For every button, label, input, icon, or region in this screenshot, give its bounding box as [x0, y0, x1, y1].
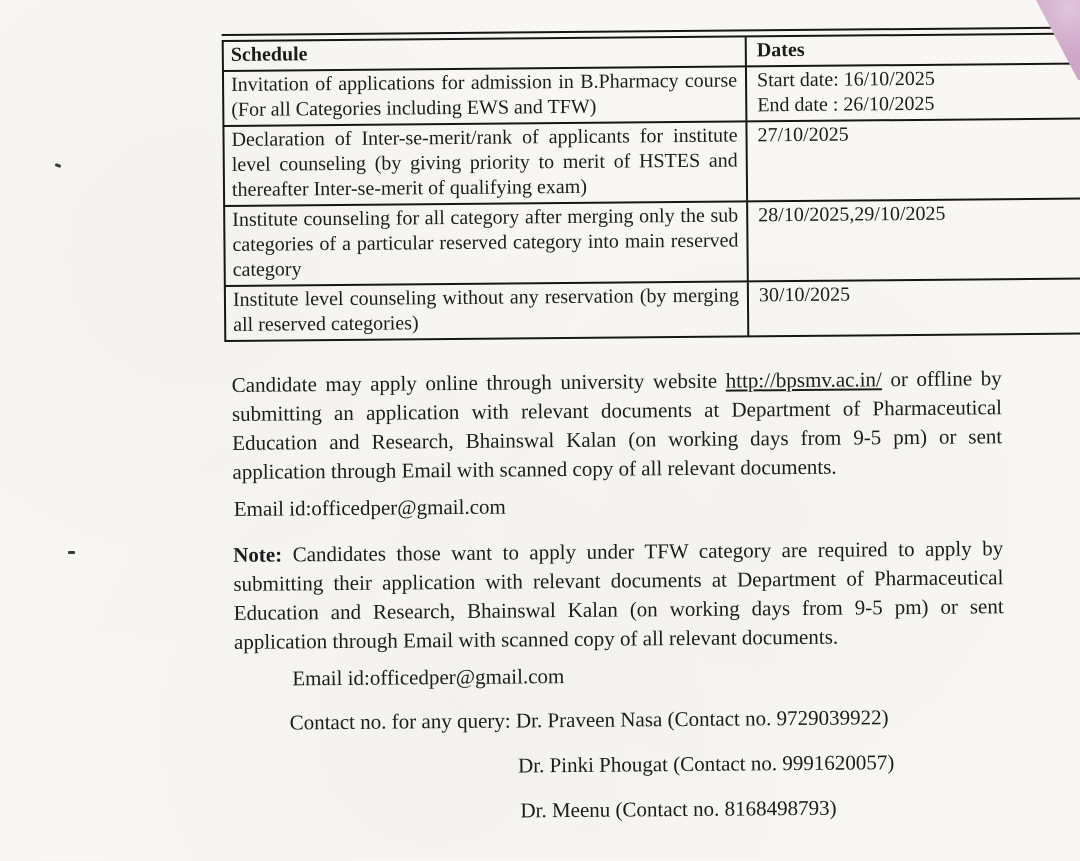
- header-schedule: Schedule: [222, 37, 747, 70]
- table-row: [223, 200, 1080, 288]
- apply-paragraph-text: Candidate may apply online through university website: [231, 368, 726, 397]
- dates-cell: [747, 65, 1080, 121]
- scan-speck: [68, 551, 75, 554]
- note-paragraph: [233, 534, 1004, 657]
- university-website-link: http://bpsmv.ac.in/: [725, 367, 882, 393]
- apply-paragraph: [232, 364, 1003, 487]
- schedule-cell: Institute level counseling without any reservation (by merging all reserved categories): [224, 282, 749, 340]
- dates-cell: [748, 200, 1080, 281]
- schedule-cell: Institute counseling for all category after merging only the sub categories of a particular reserved category into main reserved category: [223, 202, 749, 285]
- table-row: [224, 280, 1080, 343]
- date-line: Start date: 16/10/2025: [756, 67, 935, 92]
- contact-intro: Contact no. for any query:: [289, 708, 517, 735]
- date-line: 27/10/2025: [757, 123, 849, 147]
- table-row: [222, 120, 1080, 208]
- apply-paragraph-text: or offline by submitting an application with relevant documents at Department of Pharmaceutical Education and Research, Bhainswal Kalan (on working days from 9-5 pm) or sent application through Email with scanned copy of all relevant documents.: [231, 366, 1003, 484]
- header-dates: Dates: [756, 38, 805, 62]
- dates-cell: [749, 280, 1080, 336]
- date-line: End date : 26/10/2025: [757, 92, 935, 117]
- date-line: 30/10/2025: [758, 283, 851, 307]
- email-line-1: Email id:officedper@gmail.com: [233, 494, 506, 521]
- dates-cell: [747, 120, 1080, 201]
- contact-line-2: Dr. Pinki Phougat (Contact no. 9991620057): [517, 750, 895, 778]
- schedule-table: [222, 33, 1080, 342]
- note-paragraph-text: Candidates those want to apply under TFW category are required to apply by submitting their application with relevant documents at Department of Pharmaceutical Education and Research, Bhainswal Kalan (on working days from 9-5 pm) or sent application through Email with scanned copy of all relevant documents.: [233, 536, 1004, 654]
- schedule-cell: Invitation of applications for admission in B.Pharmacy course (For all Categories including EWS and TFW): [222, 67, 747, 125]
- contact-line-3: Dr. Meenu (Contact no. 8168498793): [520, 795, 837, 823]
- email-line-2: Email id:officedper@gmail.com: [292, 664, 565, 691]
- date-line: 28/10/2025,29/10/2025: [758, 202, 946, 227]
- contact-line-1: [290, 704, 889, 735]
- contact-person: Dr. Praveen Nasa (Contact no. 9729039922): [515, 705, 889, 733]
- table-top-scan-line: [222, 27, 1080, 37]
- note-label: Note:: [233, 542, 283, 567]
- table-row: [222, 65, 1080, 128]
- schedule-cell: Declaration of Inter-se-merit/rank of applicants for institute level counseling (by giving priority to merit of HSTES and thereafter Inter-se-merit of qualifying exam): [222, 122, 748, 205]
